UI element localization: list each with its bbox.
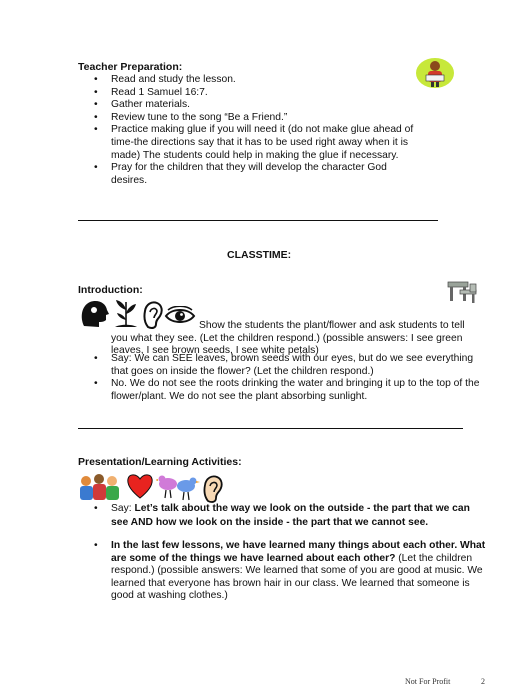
- introduction-heading: Introduction:: [78, 284, 143, 296]
- teacher-preparation-list: [94, 74, 424, 187]
- page-number: 2: [481, 677, 485, 686]
- say-bold-text: Let’s talk about the way we look on the outside - the part that we can see AND how we look on the inside - the part that we cannot see.: [111, 503, 470, 528]
- list-item: [94, 540, 489, 603]
- presentation-list: [94, 502, 489, 603]
- list-item: • Read and study the lesson.: [94, 74, 424, 87]
- birds-icon: [156, 470, 200, 502]
- list-item: • Say: We can SEE leaves, brown seeds with our eyes, but do we see everything that goes on inside the flower? (Let the children respond.): [94, 353, 489, 378]
- section-divider: [78, 428, 463, 429]
- introduction-list: [94, 353, 489, 403]
- classtime-heading: CLASSTIME:: [227, 249, 292, 261]
- list-item: • No. We do not see the roots drinking the water and bringing it up to the top of the flower/plant. We do not see the plant absorbing sunlight.: [94, 378, 489, 403]
- ear-icon: [202, 474, 224, 504]
- presentation-heading: Presentation/Learning Activities:: [78, 456, 242, 468]
- list-item: • Practice making glue if you will need it (do not make glue ahead of time-the directions say that it has to be used right away when it is made) The students could help in making the glue if necessary.: [94, 124, 424, 162]
- heart-icon: [126, 472, 154, 500]
- list-item: • Review tune to the song “Be a Friend.”: [94, 112, 424, 125]
- introduction-lead: Show the students the plant/flower and ask students to tell you what they see. (Let the children respond.) (possible answers: I see green leaves, I see brown seeds, I see white petals): [111, 320, 465, 357]
- teacher-preparation-heading: Teacher Preparation:: [78, 61, 183, 73]
- lessons-bold-text: In the last few lessons, we have learned many things about each other. What are some of the things we have learned about each other?: [111, 540, 486, 564]
- lessons-rest-text: (Let the children respond.) (possible answers: We learned that some of you are good at music. We learned that everyone has brown hair in our class. We learned that someone is good at washing clothes.): [111, 552, 483, 602]
- list-item: • Pray for the children that they will develop the character God desires.: [94, 162, 424, 187]
- list-item: • Read 1 Samuel 16:7.: [94, 87, 424, 100]
- list-item: [94, 502, 489, 529]
- footer-label: Not For Profit: [405, 677, 451, 686]
- children-group-icon: [78, 472, 122, 502]
- list-item: • Gather materials.: [94, 99, 424, 112]
- say-prefix: Say:: [111, 503, 135, 514]
- section-divider: [78, 220, 438, 221]
- school-desk-icon: [444, 276, 478, 306]
